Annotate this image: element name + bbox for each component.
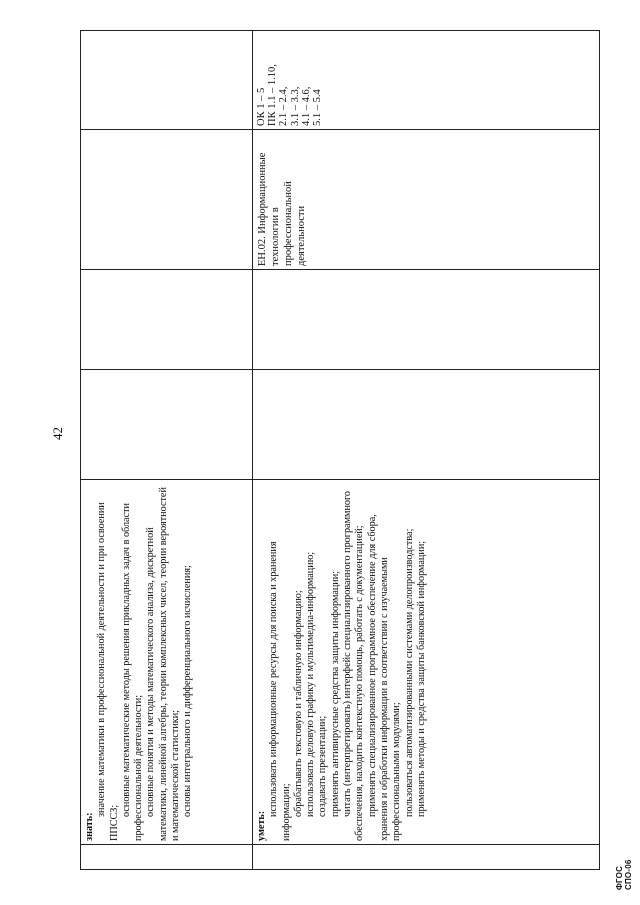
cell-can <box>256 484 428 841</box>
competency-code: 3.1 – 3.3, <box>289 86 301 126</box>
list-item: обрабатывать текстовую и табличную информацию; <box>292 590 304 817</box>
list-item: основные понятия и методы математического анализа, дискретной математики, линейной алгебры, теории комплексных чисел, теории вероятностей и математической статистики; <box>145 487 182 841</box>
table-border-top <box>80 30 81 870</box>
column-divider <box>80 269 600 270</box>
page-number: 42 <box>50 427 65 440</box>
list-item: основы интегрального и дифференциального исчисления; <box>182 565 194 817</box>
list-item: основные математические методы решения прикладных задач в области профессиональной деятельности; <box>120 502 145 841</box>
list-item: пользоваться автоматизированными системами делопроизводства; <box>403 528 415 817</box>
know-label: знать: <box>84 812 95 841</box>
list-item: применять специализированное программное обеспечение для сбора, хранения и обработки информации в соответствии с изучаемыми профессиональными модулями; <box>366 514 403 841</box>
competency-code: 4.1 – 4.6, <box>300 86 312 126</box>
list-item: читать (интерпретировать) интерфейс специализированного программного обеспечения, находить контекстную помощь, работать с документацией; <box>342 490 366 841</box>
column-divider <box>80 844 600 845</box>
footer-label: ФГОС СПО-06 <box>615 859 633 890</box>
can-label: уметь: <box>256 810 267 841</box>
competency-code: 5.1 – 5.4 <box>312 89 324 126</box>
row-divider <box>252 30 253 870</box>
list-item: создавать презентации; <box>317 715 329 817</box>
table-border-bottom <box>599 30 600 870</box>
table-border-left <box>80 869 600 870</box>
list-item: применять антивирусные средства защиты информации; <box>329 570 341 817</box>
competency-code: 2.1 – 2.4, <box>278 86 290 126</box>
column-divider <box>80 479 600 480</box>
list-item: использовать информационные ресурсы для поиска и хранения информации; <box>268 541 292 841</box>
cell-know <box>84 484 195 841</box>
column-divider <box>80 369 600 370</box>
cell-discipline: ЕН.02. Информационные технологии в профессиональной деятельности <box>257 152 307 266</box>
list-item: применять методы и средства защиты банковской информации; <box>415 540 427 817</box>
table-border-right <box>80 30 600 31</box>
competency-code: ОК 1 – 5 <box>256 87 267 126</box>
curriculum-table <box>80 30 600 870</box>
list-item: использовать деловую графику и мультимедиа-информацию; <box>305 551 317 817</box>
list-item: значение математики в профессиональной деятельности и при освоении ППССЗ; <box>96 502 120 841</box>
cell-competencies <box>256 34 323 126</box>
column-divider <box>80 129 600 130</box>
competency-code: ПК 1.1 – 1.10, <box>267 64 279 126</box>
